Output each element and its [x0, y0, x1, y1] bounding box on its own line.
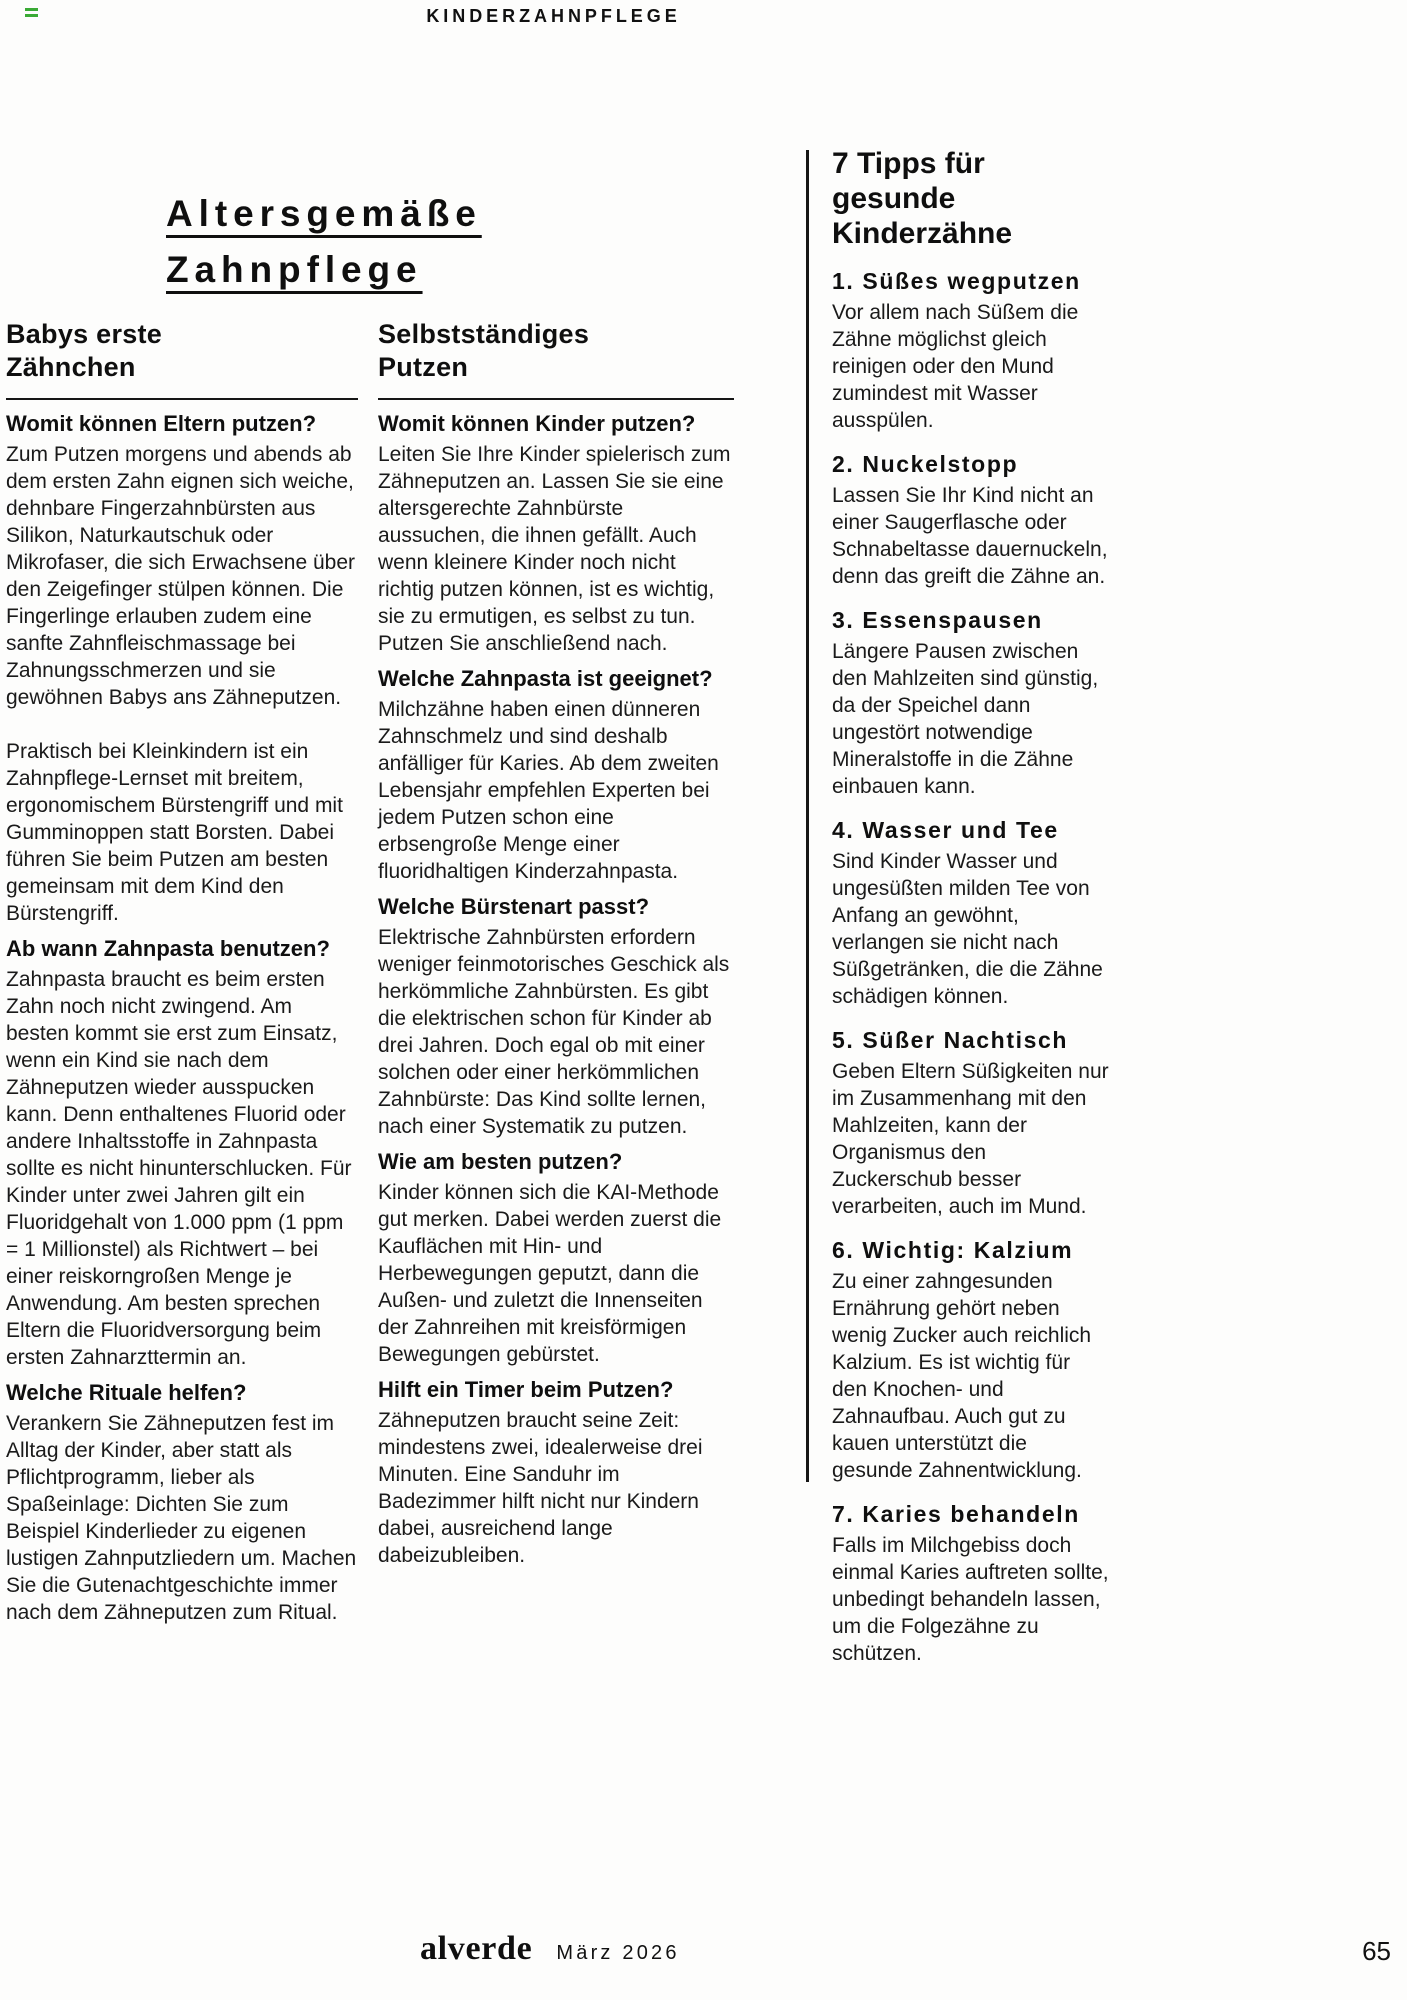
- article-title-text: Altersgemäße Zahnpflege: [166, 193, 482, 290]
- body-paragraph: Zähneputzen braucht seine Zeit: mindestens zwei, idealerweise drei Minuten. Eine Sanduhr im Badezimmer hilft nicht nur Kindern dabei, ausreichend lange dabeizubleiben.: [378, 1409, 703, 1567]
- tip-2: [832, 450, 1110, 590]
- tip-1: [832, 267, 1110, 434]
- column-selbststaendiges-putzen: [378, 318, 734, 1569]
- body-paragraph: Milchzähne haben einen dünneren Zahnschmelz und sind deshalb anfälliger für Karies. Ab dem zweiten Lebensjahr empfehlen Experten bei jedem Putzen schon eine erbsengroße Menge einer fluoridhaltigen Kinderzahnpasta.: [378, 698, 719, 883]
- tip-heading: 2. Nuckelstopp: [832, 451, 1019, 477]
- tip-heading: 7. Karies behandeln: [832, 1501, 1080, 1527]
- section-question: Womit können Kinder putzen?: [378, 411, 696, 436]
- tip-body: Zu einer zahngesunden Ernährung gehört neben wenig Zucker auch reichlich Kalzium. Es ist wichtig für den Knochen- und Zahnaufbau. Auch gut zu kauen unterstützt die gesunde Zahnentwicklung.: [832, 1270, 1092, 1482]
- column-heading: Babys erste Zähnchen: [6, 319, 163, 382]
- section-question: Ab wann Zahnpasta benutzen?: [6, 936, 330, 961]
- section-timer-beim-putzen: [378, 1376, 734, 1569]
- tip-heading: 5. Süßer Nachtisch: [832, 1027, 1069, 1053]
- page-footer: [420, 1930, 680, 1968]
- tip-body: Vor allem nach Süßem die Zähne möglichst gleich reinigen oder den Mund zumindest mit Wasser ausspülen.: [832, 301, 1079, 432]
- body-paragraph: Leiten Sie Ihre Kinder spielerisch zum Zähneputzen an. Lassen Sie sie eine altersgerechte Zahnbürste aussuchen, die ihnen gefällt. Auch wenn kleinere Kinder noch nicht richtig putzen können, ist es wichtig, sie zu ermutigen, es selbst zu tun. Putzen Sie anschließend nach.: [378, 443, 731, 655]
- column-divider: [378, 398, 734, 400]
- issue-date: März 2026: [556, 1942, 680, 1964]
- tip-body: Falls im Milchgebiss doch einmal Karies auftreten sollte, unbedingt behandeln lassen, um die Folgezähne zu schützen.: [832, 1534, 1109, 1665]
- section-question: Welche Zahnpasta ist geeignet?: [378, 666, 713, 691]
- section-ab-wann-zahnpasta: [6, 935, 358, 1371]
- section-question: Welche Bürstenart passt?: [378, 894, 650, 919]
- body-paragraph: Zahnpasta braucht es beim ersten Zahn noch nicht zwingend. Am besten kommt sie erst zum Einsatz, wenn ein Kind sie nach dem Zähneputzen wieder ausspucken kann. Denn enthaltenes Fluorid oder andere Inhaltsstoffe in Zahnpasta sollte es nicht hinunterschlucken. Für Kinder unter zwei Jahren gilt ein Fluoridgehalt von 1.000 ppm (1 ppm = 1 Millionstel) als Richtwert – bei einer reiskorngroßen Menge je Anwendung. Am besten sprechen Eltern die Fluoridversorgung beim ersten Zahnarzttermin an.: [6, 968, 352, 1369]
- tip-body: Geben Eltern Süßigkeiten nur im Zusammenhang mit den Mahlzeiten, kann der Organismus den Zuckerschub besser verarbeiten, auch im Mund.: [832, 1060, 1109, 1218]
- tip-6: [832, 1236, 1110, 1484]
- tip-heading: 6. Wichtig: Kalzium: [832, 1237, 1074, 1263]
- tip-4: [832, 816, 1110, 1010]
- section-question: Welche Rituale helfen?: [6, 1380, 247, 1405]
- section-question: Hilft ein Timer beim Putzen?: [378, 1377, 674, 1402]
- body-paragraph: Zum Putzen morgens und abends ab dem ersten Zahn eignen sich weiche, dehnbare Fingerzahnbürsten aus Silikon, Naturkautschuk oder Mikrofaser, die sich Erwachsene über den Zeigefinger stülpen können. Die Fingerlinge erlauben zudem eine sanfte Zahnfleischmassage bei Zahnungsschmerzen und sie gewöhnen Babys ans Zähneputzen.: [6, 443, 355, 709]
- tip-heading: 3. Essenspausen: [832, 607, 1043, 633]
- column-divider: [6, 398, 358, 400]
- sidebar-divider: [806, 150, 809, 1482]
- section-womit-eltern-putzen: [6, 410, 358, 927]
- column-babys-erste-zaehnchen: [6, 318, 358, 1626]
- body-paragraph: Kinder können sich die KAI-Methode gut merken. Dabei werden zuerst die Kauflächen mit Hin- und Herbewegungen geputzt, dann die Außen- und zuletzt die Innenseiten der Zahnreihen mit kreisförmigen Bewegungen gebürstet.: [378, 1181, 722, 1366]
- magazine-logo: alverde: [420, 1930, 533, 1967]
- section-wie-am-besten-putzen: [378, 1148, 734, 1368]
- column-heading: Selbstständiges Putzen: [378, 319, 590, 382]
- section-welche-buerstenart: [378, 893, 734, 1140]
- body-paragraph: Verankern Sie Zähneputzen fest im Alltag der Kinder, aber statt als Pflichtprogramm, lieber als Spaßeinlage: Dichten Sie zum Beispiel Kinderlieder zu eigenen lustigen Zahnputzliedern um. Machen Sie die Gutenachtgeschichte immer nach dem Zähneputzen zum Ritual.: [6, 1412, 357, 1624]
- section-welche-zahnpasta: [378, 665, 734, 885]
- tip-7: [832, 1500, 1110, 1667]
- tip-heading: 4. Wasser und Tee: [832, 817, 1059, 843]
- tip-3: [832, 606, 1110, 800]
- tip-body: Lassen Sie Ihr Kind nicht an einer Saugerflasche oder Schnabeltasse dauernuckeln, denn das greift die Zähne an.: [832, 484, 1108, 588]
- body-paragraph: Praktisch bei Kleinkindern ist ein Zahnpflege-Lernset mit breitem, ergonomischem Bürstengriff und mit Gumminoppen statt Borsten. Dabei führen Sie beim Putzen am besten gemeinsam mit dem Kind den Bürstengriff.: [6, 740, 343, 925]
- tip-5: [832, 1026, 1110, 1220]
- page-kicker: KINDERZAHNPFLEGE: [426, 6, 681, 26]
- tip-heading: 1. Süßes wegputzen: [832, 268, 1081, 294]
- section-question: Wie am besten putzen?: [378, 1149, 623, 1174]
- tip-body: Sind Kinder Wasser und ungesüßten milden Tee von Anfang an gewöhnt, verlangen sie nicht nach Süßgetränken, die die Zähne schädigen können.: [832, 850, 1103, 1008]
- sidebar-title: 7 Tipps für gesunde Kinderzähne: [832, 147, 1013, 250]
- page-number: 65: [1362, 1936, 1391, 1966]
- tip-body: Längere Pausen zwischen den Mahlzeiten sind günstig, da der Speichel dann ungestört notwendige Mineralstoffe in die Zähne einbauen kann.: [832, 640, 1099, 798]
- section-welche-rituale: [6, 1379, 358, 1626]
- section-womit-kinder-putzen: [378, 410, 734, 657]
- article-title: [166, 186, 686, 297]
- section-question: Womit können Eltern putzen?: [6, 411, 317, 436]
- tips-sidebar: [832, 146, 1110, 1667]
- body-paragraph: Elektrische Zahnbürsten erfordern weniger feinmotorisches Geschick als herkömmliche Zahnbürsten. Es gibt die elektrischen schon für Kinder ab drei Jahren. Doch egal ob mit einer solchen oder einer herkömmlichen Zahnbürste: Das Kind sollte lernen, nach einer Systematik zu putzen.: [378, 926, 730, 1138]
